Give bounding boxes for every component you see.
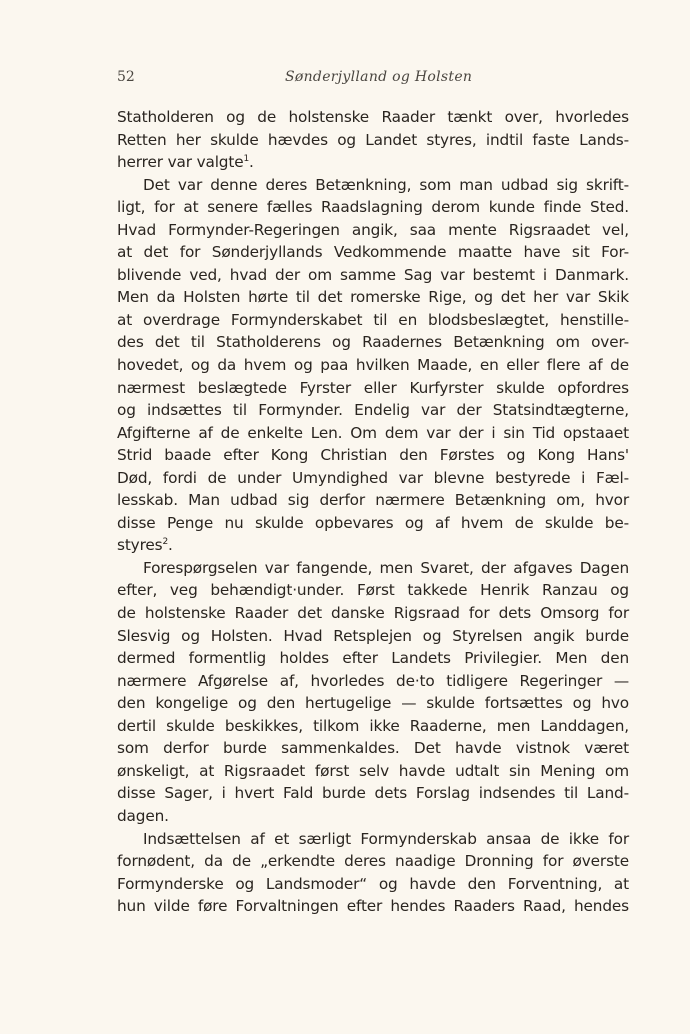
text-line: hovedet, og da hvem og paa hvilken Maade, en eller flere af de <box>117 356 629 375</box>
text-line: Forespørgselen var fangende, men Svaret, der afgaves Dagen <box>143 558 629 577</box>
text-line: efter, veg behændigt·under. Først takkede Henrik Ranzau og <box>117 581 629 600</box>
body-text <box>117 106 629 918</box>
text-line: Slesvig og Holsten. Hvad Retsplejen og Styrelsen angik burde <box>117 626 629 645</box>
text-line: disse Penge nu skulde opbevares og af hvem de skulde be- <box>117 513 629 532</box>
text-line: blivende ved, hvad der om samme Sag var bestemt i Danmark. <box>117 265 629 284</box>
text-line: dertil skulde beskikkes, tilkom ikke Raaderne, men Landdagen, <box>117 716 629 735</box>
text-line: styres$^2$. <box>117 536 173 555</box>
text-line: dagen. <box>117 806 169 825</box>
text-line: hun vilde føre Forvaltningen efter hendes Raaders Raad, hendes <box>117 897 629 916</box>
text-line: de holstenske Raader det danske Rigsraad for dets Omsorg for <box>117 604 629 623</box>
text-line: disse Sager, i hvert Fald burde dets Forslag indsendes til Land- <box>117 784 629 803</box>
text-line: og indsættes til Formynder. Endelig var der Statsindtægterne, <box>117 401 629 420</box>
text-line: Afgifterne af de enkelte Len. Om dem var der i sin Tid opstaaet <box>117 423 629 442</box>
text-line: herrer var valgte$^1$. <box>117 153 254 172</box>
text-line: Retten her skulde hævdes og Landet styres, indtil faste Lands- <box>117 130 629 149</box>
text-line: Men da Holsten hørte til det romerske Rige, og det her var Skik <box>117 288 629 307</box>
running-head <box>117 69 577 91</box>
text-line: at det for Sønderjyllands Vedkommende maatte have sit For- <box>117 243 629 262</box>
text-line: Strid baade efter Kong Christian den Førstes og Kong Hans' <box>117 446 629 465</box>
text-line: at overdrage Formynderskabet til en blodsbeslægtet, henstille- <box>117 310 629 329</box>
text-line: fornødent, da de „erkendte deres naadige Dronning for øverste <box>117 852 629 871</box>
text-line: ønskeligt, at Rigsraadet først selv havde udtalt sin Mening om <box>117 761 629 780</box>
text-line: Indsættelsen af et særligt Formynderskab ansaa de ikke for <box>143 829 629 848</box>
text-line: dermed formentlig holdes efter Landets Privilegier. Men den <box>117 649 629 668</box>
page-number: 52 <box>117 69 135 85</box>
text-line: nærmest beslægtede Fyrster eller Kurfyrster skulde opfordres <box>117 378 629 397</box>
footnote-marker: 1 <box>243 154 250 165</box>
running-title: Sønderjylland og Holsten <box>285 69 473 85</box>
text-line: Hvad Formynder-Regeringen angik, saa mente Rigsraadet vel, <box>117 220 629 239</box>
text-line: Død, fordi de under Umyndighed var blevne bestyrede i Fæl- <box>117 468 629 487</box>
text-line: Statholderen og de holstenske Raader tænkt over, hvorledes <box>117 108 629 126</box>
footnote-marker: 2 <box>162 537 169 548</box>
text-line: Det var denne deres Betænkning, som man udbad sig skrift- <box>143 175 629 194</box>
text-line: som derfor burde sammenkaldes. Det havde vistnok været <box>117 739 629 758</box>
text-line: Formynderske og Landsmoder“ og havde den Forventning, at <box>117 874 629 893</box>
text-line: des det til Statholderens og Raadernes Betænkning om over- <box>117 333 629 352</box>
text-line: nærmere Afgørelse af, hvorledes de·to tidligere Regeringer — <box>117 671 629 690</box>
text-line: den kongelige og den hertugelige — skulde fortsættes og hvo <box>117 694 629 713</box>
text-line: ligt, for at senere fælles Raadslagning derom kunde finde Sted. <box>117 198 629 217</box>
text-line: lesskab. Man udbad sig derfor nærmere Betænkning om, hvor <box>117 491 629 510</box>
